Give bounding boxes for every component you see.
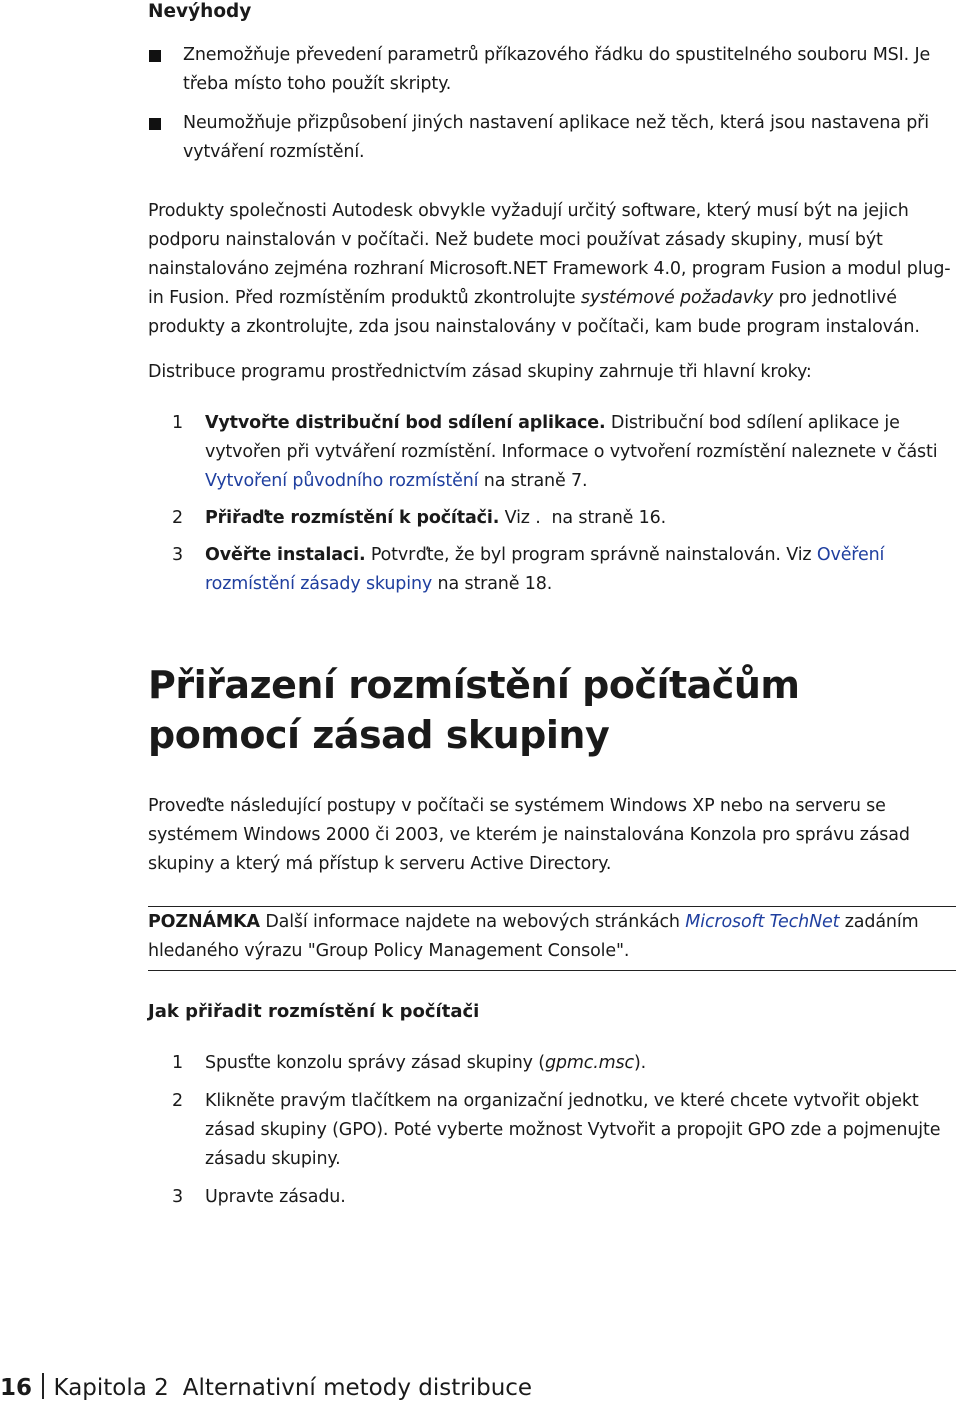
square-bullet-icon <box>149 50 161 62</box>
page-number: 16 <box>0 1375 33 1401</box>
list-item: 2 Přiřaďte rozmístění k počítači. Viz . na straně 16. <box>172 508 667 528</box>
note-box: POZNÁMKA Další informace najdete na webových stránkách Microsoft TechNet zadáním hledaného výrazu "Group Policy Management Console". <box>148 906 956 971</box>
note-label: POZNÁMKA <box>148 912 260 932</box>
system-requirements-link[interactable]: systémové požadavky <box>580 288 774 308</box>
chapter-title: Alternativní metody distribuce <box>182 1375 533 1401</box>
list-item: 3 Ověřte instalaci. Potvrďte, že byl program správně nainstalován. Viz Ověření rozmístění zásady skupiny na straně 18. <box>172 545 885 594</box>
disadvantages-heading: Nevýhody <box>148 1 252 22</box>
section-title: Přiřazení rozmístění počítačům pomocí zásad skupiny <box>148 663 800 757</box>
list-item: 3 Upravte zásadu. <box>172 1187 346 1207</box>
step-link-original-deployment[interactable]: Vytvoření původního rozmístění <box>205 471 479 491</box>
technet-link[interactable]: Microsoft TechNet <box>685 912 840 932</box>
disadvantages-list <box>148 41 960 167</box>
list-item: 2 Klikněte pravým tlačítkem na organizační jednotku, ve které chcete vytvořit objekt zásad skupiny (GPO). Poté vyberte možnost Vytvořit a propojit GPO zde a pojmenujte zásadu skupiny. <box>172 1091 941 1169</box>
footer-divider <box>42 1373 44 1399</box>
procedure-title: Jak přiřadit rozmístění k počítači <box>148 1001 480 1022</box>
intro-paragraph: Produkty společnosti Autodesk obvykle vyžadují určitý software, který musí být na jejich podporu nainstalován v počítači. Než budete moci používat zásady skupiny, musí být nainstalováno zejména rozhraní Microsoft.NET Framework 4.0, program Fusion a modul plug-in Fusion. Před rozmístěním produktů zkontrolujte systémové požadavky pro jednotlivé produkty a zkontrolujte, zda jsou nainstalovány v počítači, kam bude program instalován. <box>148 201 951 337</box>
step-link-verify-deployment[interactable]: Ověření rozmístění zásady skupiny <box>205 545 885 594</box>
list-item: Znemožňuje převedení parametrů příkazového řádku do spustitelného souboru MSI. Je třeba místo toho použít skripty. <box>148 41 960 99</box>
page-footer <box>0 1372 532 1404</box>
list-item: 1 Spusťte konzolu správy zásad skupiny (gpmc.msc). <box>172 1053 647 1073</box>
list-item: Neumožňuje přizpůsobení jiných nastavení aplikace než těch, která jsou nastavena při vytváření rozmístění. <box>148 109 960 167</box>
list-item: 1 Vytvořte distribuční bod sdílení aplikace. Distribuční bod sdílení aplikace je vytvořen při vytváření rozmístění. Informace o vytvoření rozmístění naleznete v části Vytvoření původního rozmístění na straně 7. <box>172 413 938 491</box>
steps-intro: Distribuce programu prostřednictvím zásad skupiny zahrnuje tři hlavní kroky: <box>148 362 812 382</box>
procedure-steps-list <box>148 1049 960 1212</box>
chapter-label: Kapitola 2 <box>53 1375 169 1401</box>
section-paragraph: Proveďte následující postupy v počítači se systémem Windows XP nebo na serveru se systémem Windows 2000 či 2003, ve kterém je nainstalována Konzola pro správu zásad skupiny a který má přístup k serveru Active Directory. <box>148 796 910 874</box>
main-steps-list <box>148 409 960 599</box>
square-bullet-icon <box>149 118 161 130</box>
